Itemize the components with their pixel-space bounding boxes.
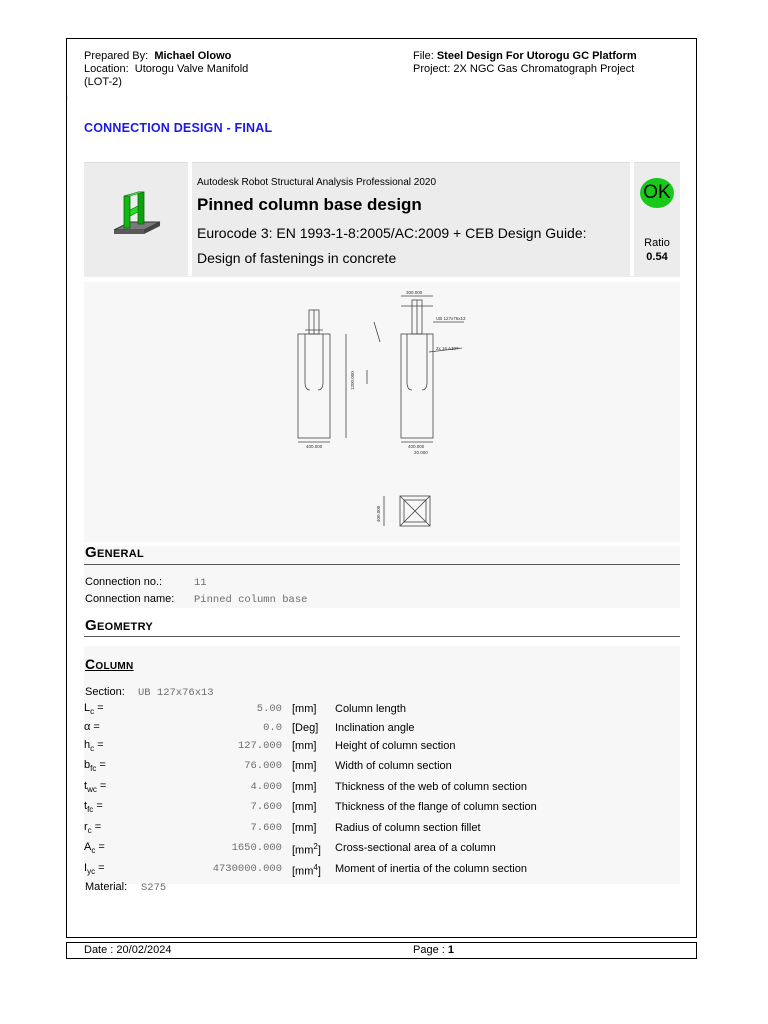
param-symbol: α = [84, 721, 100, 733]
page-label: Page : [413, 944, 445, 956]
file-name: Steel Design For Utorogu GC Platform [436, 50, 637, 62]
pedestal-right [401, 334, 433, 438]
dim-profile: UB 127x76x13 [436, 316, 466, 321]
file-label: File: [413, 50, 434, 62]
general-rule [84, 564, 680, 565]
param-unit: [mm] [292, 781, 317, 793]
software-name: Autodesk Robot Structural Analysis Professional 2020 [197, 177, 437, 188]
margin-mark: ı [66, 96, 68, 102]
param-symbol: $A_c$ = [84, 841, 105, 856]
page-number: 1 [447, 944, 454, 956]
dim-offset: 20.000 [414, 450, 428, 455]
column-param-row [84, 702, 664, 720]
prepared-by-label: Prepared By: [84, 50, 149, 62]
geometry-heading: Geometry [85, 617, 154, 634]
project-label: Project: [413, 63, 451, 75]
column-param-row [84, 739, 664, 757]
dim-anchor: 2x 16 A307 [436, 346, 459, 351]
param-unit: [mm] [292, 703, 317, 715]
pedestal-left [298, 334, 330, 438]
param-value: 7.600 [250, 801, 282, 813]
connection-name-label: Connection name: [85, 593, 175, 605]
column-param-row [84, 800, 664, 818]
param-symbol: $t_{fc}$ = [84, 800, 103, 815]
dim-base-left: 400.000 [306, 444, 323, 449]
material-value: S275 [141, 882, 167, 894]
param-description: Thickness of the web of column section [335, 781, 527, 793]
column-base-icon [110, 186, 168, 244]
param-symbol: $I_{yc}$ = [84, 862, 105, 877]
param-value: 1650.000 [231, 842, 282, 854]
dim-plan-side: 400.000 [376, 505, 381, 522]
param-description: Moment of inertia of the column section [335, 863, 527, 875]
param-unit: [mm] [292, 801, 317, 813]
param-unit: $[mm^2]$ [292, 842, 321, 857]
param-unit: $[mm^4]$ [292, 863, 321, 878]
general-heading: General [85, 544, 144, 561]
param-symbol: $t_{wc}$ = [84, 780, 107, 795]
param-unit: [mm] [292, 740, 317, 752]
param-symbol: $h_c$ = [84, 739, 104, 754]
design-title: Pinned column base design [197, 195, 422, 214]
param-symbol: $L_c$ = [84, 702, 104, 717]
column-param-row [84, 821, 664, 839]
section-title: CONNECTION DESIGN - FINAL [84, 121, 273, 135]
param-description: Column length [335, 703, 406, 715]
section-value: UB 127x76x13 [138, 687, 214, 699]
param-description: Height of column section [335, 740, 456, 752]
location: Utorogu Valve Manifold [134, 63, 249, 75]
column-param-row [84, 862, 664, 880]
design-code-line2: Design of fastenings in concrete [197, 250, 397, 266]
location-label: Location: [84, 63, 129, 75]
column-heading: Column [85, 656, 134, 672]
param-value: 0.0 [263, 722, 282, 734]
connection-drawing [84, 282, 680, 542]
column-param-row [84, 841, 664, 859]
ratio-label: Ratio [644, 237, 670, 249]
param-symbol: $b_{fc}$ = [84, 759, 106, 774]
dim-depth: 1200.000 [350, 371, 355, 390]
param-value: 127.000 [237, 740, 282, 752]
prepared-by: Michael Olowo [154, 50, 232, 62]
param-symbol: $r_c$ = [84, 821, 102, 836]
param-description: Inclination angle [335, 722, 415, 734]
column-param-row [84, 780, 664, 798]
param-value: 5.00 [256, 703, 282, 715]
param-unit: [Deg] [292, 722, 319, 734]
dim-base-right: 400.000 [408, 444, 425, 449]
column-param-row [84, 759, 664, 777]
header-right [413, 50, 637, 76]
project-name: 2X NGC Gas Chromatograph Project [453, 63, 635, 75]
connection-no-label: Connection no.: [85, 576, 163, 588]
ok-status-badge: OK [640, 178, 674, 208]
connection-name: Pinned column base [194, 594, 308, 606]
param-value: 4.000 [250, 781, 282, 793]
ratio-value: 0.54 [646, 251, 668, 263]
page-footer [66, 942, 697, 959]
param-value: 7.600 [250, 822, 282, 834]
param-description: Cross-sectional area of a column [335, 842, 496, 854]
param-unit: [mm] [292, 822, 317, 834]
geometry-rule [84, 636, 680, 637]
param-description: Thickness of the flange of column section [335, 801, 537, 813]
param-value: 4730000.000 [212, 863, 282, 875]
connection-no: 11 [194, 577, 207, 589]
date-label: Date : [84, 944, 114, 956]
banner-divider [188, 162, 192, 276]
location-cont: (LOT-2) [84, 76, 122, 88]
design-code-line1: Eurocode 3: EN 1993-1-8:2005/AC:2009 + CEB Design Guide: [197, 225, 587, 241]
date-value: 20/02/2024 [116, 944, 172, 956]
material-label: Material: [85, 881, 128, 893]
header-left [84, 50, 248, 89]
param-description: Width of column section [335, 760, 452, 772]
param-unit: [mm] [292, 760, 317, 772]
column-param-row [84, 721, 664, 739]
param-value: 76.000 [244, 760, 282, 772]
param-description: Radius of column section fillet [335, 822, 481, 834]
dim-top-width: 300.000 [406, 290, 423, 295]
section-label: Section: [85, 686, 125, 698]
